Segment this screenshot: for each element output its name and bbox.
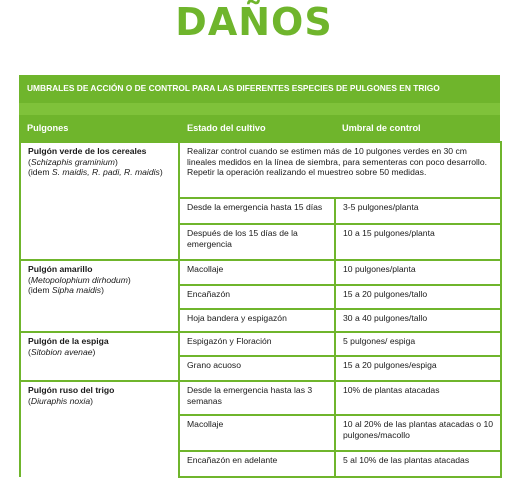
stage-cell: Macollaje <box>179 260 335 285</box>
pest-cell <box>20 332 179 381</box>
pest-name: Pulgón amarillo <box>28 264 93 274</box>
scientific-name: Schizaphis graminium <box>30 156 115 167</box>
threshold-cell: 5 al 10% de las plantas atacadas <box>335 451 501 477</box>
synonyms-prefix: (idem <box>28 285 52 296</box>
threshold-cell: 10 pulgones/planta <box>335 260 501 285</box>
table-row <box>20 260 501 285</box>
header-pulgones: Pulgones <box>27 123 69 133</box>
synonyms-names: S. maidis, R. padi, R. maidis <box>51 167 160 178</box>
table-caption: UMBRALES DE ACCIÓN O DE CONTROL PARA LAS DIFERENTES ESPECIES DE PULGONES EN TRIGO <box>27 83 440 93</box>
threshold-cell: 5 pulgones/ espiga <box>335 332 501 356</box>
synonyms-names: Sipha maidis <box>51 285 102 296</box>
stage-cell: Encañazón en adelante <box>179 451 335 477</box>
table-body <box>19 141 502 478</box>
stage-cell: Después de los 15 días de la emergencia <box>179 224 335 260</box>
pest-synonyms <box>28 285 174 296</box>
pest-scientific: (Diuraphis noxia) <box>28 395 93 406</box>
page-title: DAÑOS <box>175 0 333 44</box>
pest-synonyms <box>28 167 174 178</box>
pest-cell <box>20 142 179 260</box>
threshold-cell: 30 a 40 pulgones/tallo <box>335 309 501 332</box>
scientific-name: Diuraphis noxia <box>30 395 91 406</box>
table-row <box>20 142 501 198</box>
stage-cell: Grano acuoso <box>179 356 335 381</box>
table-row <box>20 332 501 356</box>
pest-scientific: (Sitobion avenae) <box>28 346 96 357</box>
synonyms-suffix: ) <box>159 167 163 178</box>
scientific-name: Metopolophium dirhodum <box>30 274 128 285</box>
stage-cell: Espigazón y Floración <box>179 332 335 356</box>
pest-cell <box>20 381 179 477</box>
threshold-cell: 10% de plantas atacadas <box>335 381 501 415</box>
header-umbral-control: Umbral de control <box>342 123 421 133</box>
stage-cell: Encañazón <box>179 285 335 309</box>
stage-cell: Macollaje <box>179 415 335 451</box>
general-note: Realizar control cuando se estimen más de 10 pulgones verdes en 30 cm lineales medidos en la línea de siembra, para sementeras con poco desarrollo. Repetir la operación realizando el muestreo sobre 50 medidas. <box>179 142 501 198</box>
scientific-name: Sitobion avenae <box>30 346 93 357</box>
header-estado-cultivo: Estado del cultivo <box>187 123 266 133</box>
pest-name: Pulgón ruso del trigo <box>28 385 115 395</box>
threshold-cell: 10 a 15 pulgones/planta <box>335 224 501 260</box>
pest-name: Pulgón verde de los cereales <box>28 146 147 156</box>
threshold-cell: 15 a 20 pulgones/tallo <box>335 285 501 309</box>
stage-cell: Hoja bandera y espigazón <box>179 309 335 332</box>
table-row <box>20 381 501 415</box>
synonyms-prefix: (idem <box>28 167 52 178</box>
threshold-table <box>19 75 500 480</box>
table-spacer-band <box>19 103 500 115</box>
pest-cell <box>20 260 179 332</box>
stage-cell: Desde la emergencia hasta las 3 semanas <box>179 381 335 415</box>
synonyms-suffix: ) <box>101 285 104 296</box>
threshold-cell: 3-5 pulgones/planta <box>335 198 501 224</box>
stage-cell: Desde la emergencia hasta 15 días <box>179 198 335 224</box>
pest-scientific: (Metopolophium dirhodum) <box>28 274 131 285</box>
threshold-cell: 15 a 20 pulgones/espiga <box>335 356 501 381</box>
threshold-cell: 10 al 20% de las plantas atacadas o 10 pulgones/macollo <box>335 415 501 451</box>
pest-name: Pulgón de la espiga <box>28 336 109 346</box>
pest-scientific: (Schizaphis graminium) <box>28 156 118 167</box>
